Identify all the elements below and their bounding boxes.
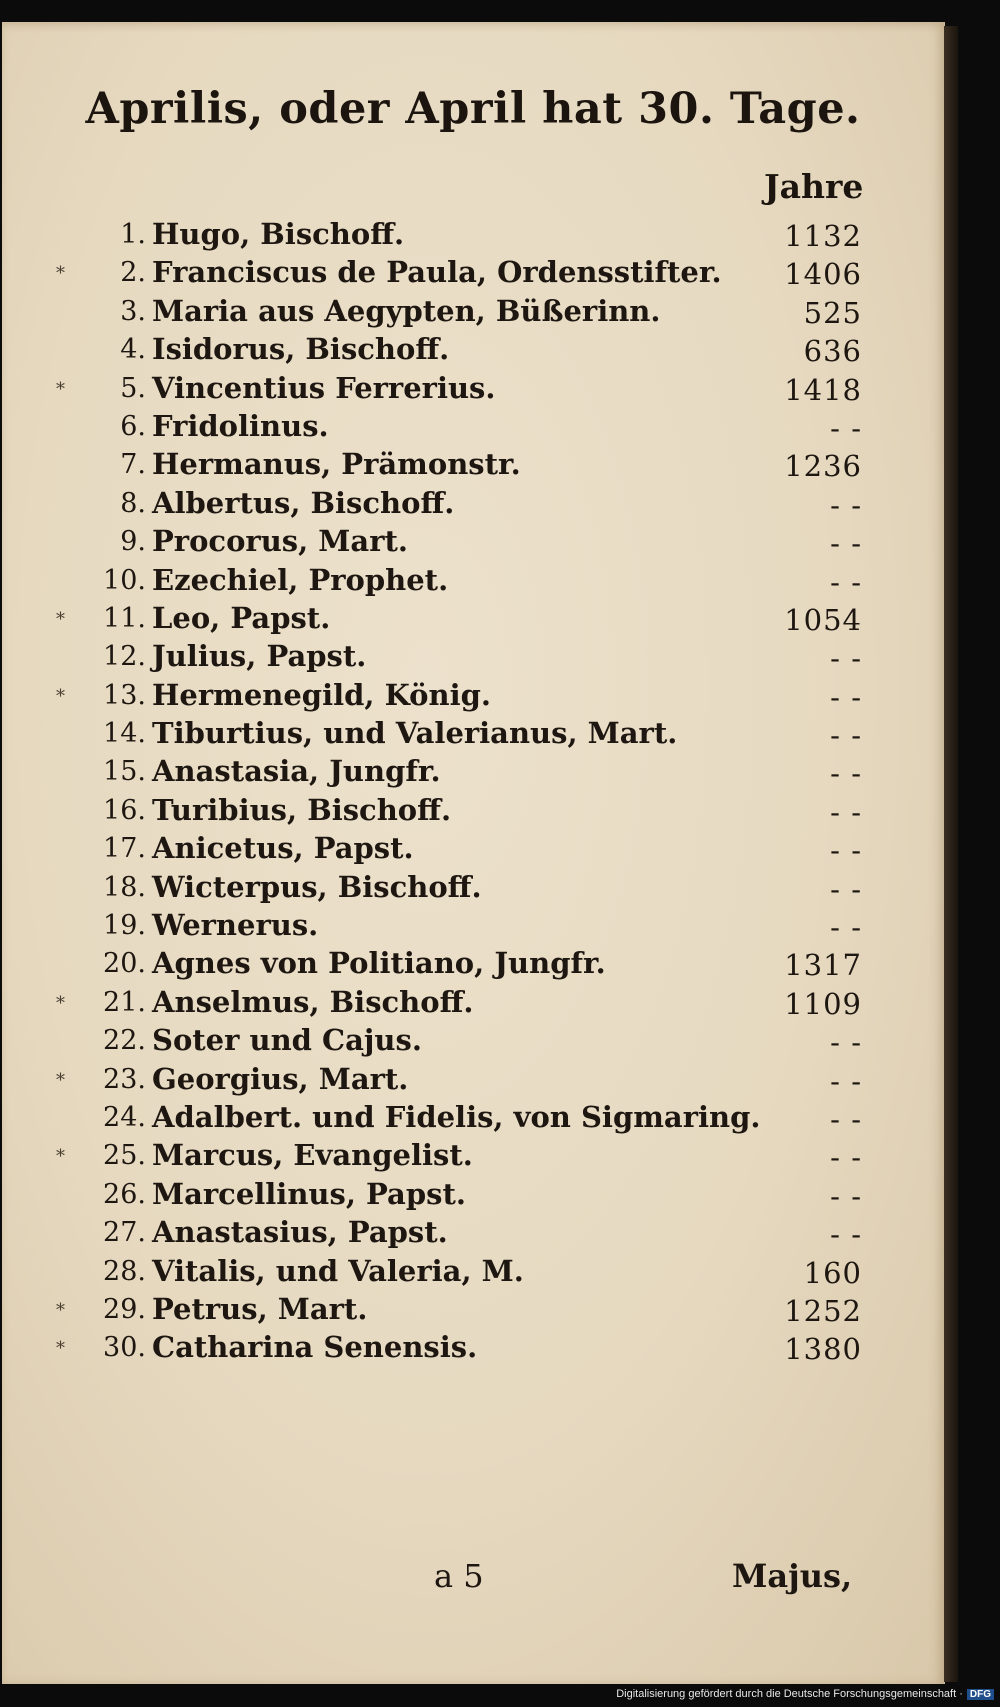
- day-number: 15.: [103, 756, 146, 788]
- calendar-entry: [2, 563, 944, 601]
- day-number: 16.: [103, 794, 146, 826]
- year-value: 1406: [784, 257, 862, 292]
- calendar-entry: [2, 831, 944, 869]
- calendar-entry: [2, 524, 944, 562]
- calendar-entry: [2, 447, 944, 485]
- saint-name: Tiburtius, und Valerianus, Mart.: [152, 716, 678, 751]
- page-title: Aprilis, oder April hat 30. Tage.: [85, 84, 861, 134]
- page-edge: [944, 26, 958, 1682]
- year-value: - -: [830, 794, 862, 829]
- year-value: - -: [830, 1217, 862, 1252]
- calendar-entry: [2, 332, 944, 370]
- calendar-entry: [2, 294, 944, 332]
- feast-marker-icon: *: [56, 263, 65, 285]
- feast-marker-icon: *: [56, 1299, 65, 1321]
- feast-marker-icon: *: [56, 685, 65, 707]
- calendar-entry: [2, 639, 944, 677]
- calendar-entry: [2, 486, 944, 524]
- year-value: - -: [830, 871, 862, 906]
- year-value: 160: [803, 1255, 862, 1290]
- saint-name: Anicetus, Papst.: [152, 831, 414, 866]
- day-number: 1.: [120, 219, 146, 250]
- day-number: 28.: [103, 1255, 146, 1287]
- saint-name: Wicterpus, Bischoff.: [152, 869, 482, 904]
- day-number: 7.: [120, 449, 146, 481]
- year-value: 1418: [784, 372, 862, 407]
- saint-name: Vitalis, und Valeria, M.: [152, 1253, 524, 1288]
- saint-name: Anastasius, Papst.: [152, 1215, 448, 1250]
- feast-marker-icon: *: [56, 1069, 65, 1091]
- year-value: - -: [830, 756, 862, 791]
- calendar-entry: [2, 601, 944, 639]
- saint-name: Turibius, Bischoff.: [152, 792, 452, 827]
- day-number: 13.: [103, 679, 146, 711]
- feast-marker-icon: *: [56, 378, 65, 400]
- day-number: 6.: [120, 410, 146, 442]
- feast-marker-icon: *: [56, 1146, 65, 1168]
- year-value: 1380: [784, 1332, 862, 1367]
- calendar-entry: [2, 793, 944, 831]
- calendar-entry: [2, 371, 944, 409]
- calendar-entry: [2, 754, 944, 792]
- saint-name: Vincentius Ferrerius.: [152, 370, 496, 405]
- calendar-entry: [2, 1100, 944, 1138]
- saint-name: Fridolinus.: [152, 408, 329, 443]
- calendar-entry: [2, 1292, 944, 1330]
- year-value: - -: [830, 1178, 862, 1213]
- day-number: 26.: [103, 1178, 146, 1210]
- calendar-entry: [2, 217, 944, 255]
- signature-mark: a 5: [434, 1557, 484, 1595]
- day-number: 18.: [103, 871, 146, 903]
- saint-name: Ezechiel, Prophet.: [152, 562, 449, 597]
- feast-marker-icon: *: [56, 992, 65, 1014]
- day-number: 5.: [120, 372, 146, 404]
- day-number: 22.: [103, 1025, 146, 1057]
- day-number: 4.: [120, 334, 146, 366]
- saint-name: Agnes von Politiano, Jungfr.: [152, 946, 606, 981]
- day-number: 24.: [103, 1101, 146, 1133]
- feast-marker-icon: *: [56, 608, 65, 630]
- calendar-entry: [2, 946, 944, 984]
- day-number: 3.: [120, 295, 146, 327]
- saint-name: Albertus, Bischoff.: [152, 485, 455, 520]
- calendar-entry: [2, 409, 944, 447]
- day-number: 21.: [103, 986, 146, 1018]
- calendar-entry: [2, 716, 944, 754]
- calendar-entry: [2, 1330, 944, 1368]
- saint-name: Marcus, Evangelist.: [152, 1138, 473, 1173]
- calendar-entry: [2, 255, 944, 293]
- day-number: 12.: [103, 641, 146, 673]
- saint-name: Adalbert. und Fidelis, von Sigmaring.: [152, 1099, 761, 1134]
- year-value: 1054: [784, 602, 862, 637]
- year-value: - -: [830, 1140, 862, 1175]
- year-value: - -: [830, 833, 862, 868]
- year-value: 1317: [784, 948, 862, 983]
- day-number: 19.: [103, 910, 146, 942]
- day-number: 25.: [103, 1140, 146, 1172]
- calendar-entry: [2, 1215, 944, 1253]
- year-value: - -: [830, 718, 862, 753]
- day-number: 8.: [120, 487, 146, 519]
- day-number: 2.: [120, 257, 146, 289]
- year-value: - -: [830, 1063, 862, 1098]
- day-number: 30.: [103, 1332, 146, 1364]
- day-number: 11.: [103, 602, 146, 634]
- calendar-entry: [2, 1062, 944, 1100]
- dfg-logo: DFG: [967, 1689, 994, 1700]
- year-value: - -: [830, 910, 862, 945]
- day-number: 10.: [103, 564, 146, 596]
- calendar-entry: [2, 870, 944, 908]
- calendar-entry: [2, 1138, 944, 1176]
- saint-name: Anastasia, Jungfr.: [152, 754, 441, 789]
- feast-marker-icon: *: [56, 1338, 65, 1360]
- day-number: 20.: [103, 948, 146, 980]
- year-value: 1132: [784, 219, 862, 253]
- calendar-entry: [2, 908, 944, 946]
- year-value: - -: [830, 564, 862, 599]
- digitization-footer: [0, 1688, 994, 1700]
- day-number: 17.: [103, 833, 146, 865]
- day-number: 23.: [103, 1063, 146, 1095]
- saint-name: Leo, Papst.: [152, 600, 331, 635]
- book-page: [2, 22, 945, 1684]
- years-column-header: Jahre: [764, 167, 864, 206]
- year-value: - -: [830, 410, 862, 445]
- year-value: - -: [830, 526, 862, 561]
- year-value: - -: [830, 641, 862, 676]
- saint-name: Marcellinus, Papst.: [152, 1176, 466, 1211]
- saint-name: Catharina Senensis.: [152, 1330, 478, 1365]
- year-value: 1109: [784, 986, 862, 1021]
- saint-name: Wernerus.: [152, 908, 319, 943]
- day-number: 29.: [103, 1293, 146, 1325]
- saint-name: Franciscus de Paula, Ordensstifter.: [152, 255, 722, 290]
- year-value: - -: [830, 679, 862, 714]
- calendar-entry: [2, 985, 944, 1023]
- day-number: 27.: [103, 1217, 146, 1249]
- saint-name: Petrus, Mart.: [152, 1291, 368, 1326]
- saints-calendar-list: [2, 217, 944, 1369]
- catchword: Majus,: [732, 1557, 853, 1595]
- calendar-entry: [2, 1177, 944, 1215]
- saint-name: Procorus, Mart.: [152, 524, 408, 559]
- saint-name: Hugo, Bischoff.: [152, 217, 405, 251]
- saint-name: Georgius, Mart.: [152, 1061, 409, 1096]
- saint-name: Julius, Papst.: [152, 639, 367, 674]
- year-value: 1236: [784, 449, 862, 484]
- year-value: - -: [830, 1025, 862, 1060]
- calendar-entry: [2, 678, 944, 716]
- year-value: 636: [803, 334, 862, 369]
- saint-name: Hermanus, Prämonstr.: [152, 447, 521, 482]
- year-value: - -: [830, 487, 862, 522]
- year-value: - -: [830, 1101, 862, 1136]
- saint-name: Isidorus, Bischoff.: [152, 332, 450, 367]
- saint-name: Anselmus, Bischoff.: [152, 984, 474, 1019]
- calendar-entry: [2, 1023, 944, 1061]
- year-value: 525: [803, 295, 862, 330]
- footer-credit: Digitalisierung gefördert durch die Deutsche Forschungsgemeinschaft ·: [616, 1688, 963, 1700]
- year-value: 1252: [784, 1293, 862, 1328]
- day-number: 14.: [103, 718, 146, 750]
- calendar-entry: [2, 1254, 944, 1292]
- saint-name: Maria aus Aegypten, Büßerinn.: [152, 293, 661, 328]
- saint-name: Hermenegild, König.: [152, 677, 491, 712]
- saint-name: Soter und Cajus.: [152, 1023, 422, 1058]
- day-number: 9.: [120, 526, 146, 558]
